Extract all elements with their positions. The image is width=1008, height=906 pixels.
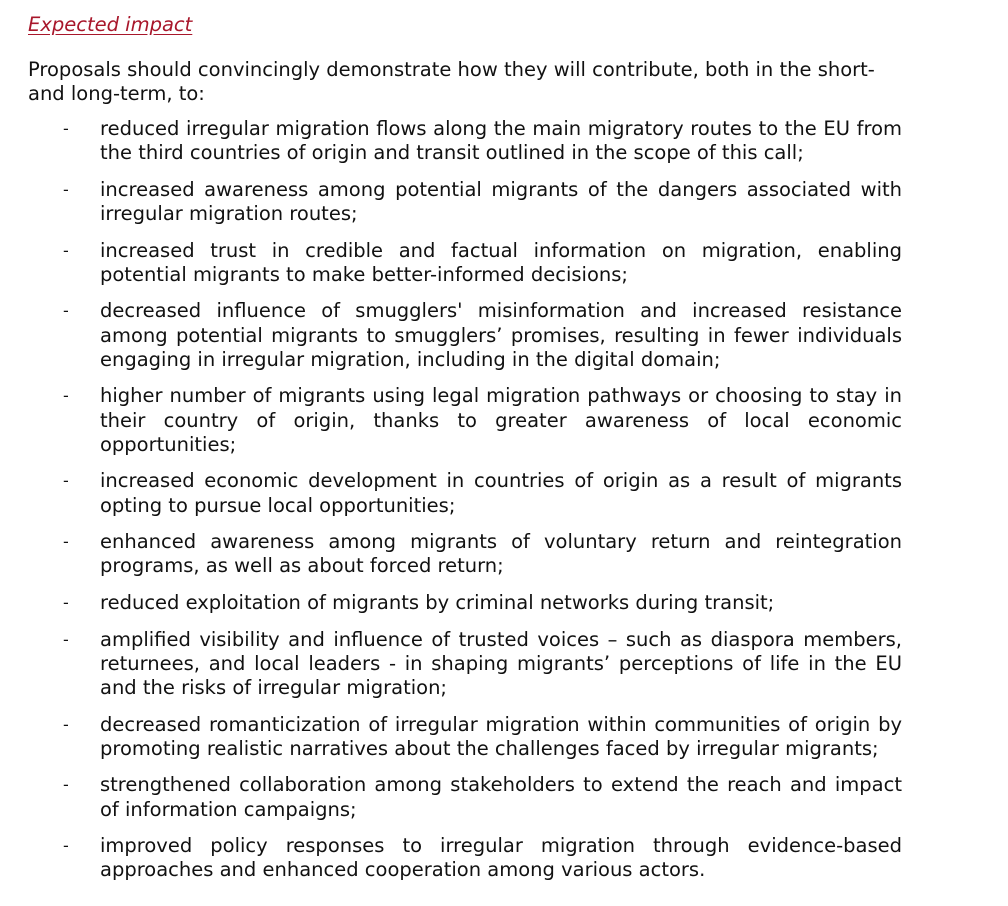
impact-text: higher number of migrants using legal migration pathways or choosing to stay in their country of origin, thanks to greater awareness of local economic opportunities; [100,384,902,456]
impact-list-item [28,469,902,517]
bullet-dash: - [63,629,69,649]
impact-text: reduced exploitation of migrants by criminal networks during transit; [100,590,775,614]
bullet-dash: - [63,592,69,612]
impact-text: decreased romanticization of irregular migration within communities of origin by promoting realistic narratives about the challenges faced by irregular migrants; [100,712,902,760]
bullet-dash: - [63,775,69,795]
impact-list-item [28,773,902,821]
bullet-dash: - [63,119,69,138]
impact-list-item [28,299,902,372]
bullet-dash: - [63,301,69,321]
impact-list-item [28,384,902,457]
impact-list-item [28,117,902,165]
impact-text: amplified visibility and influence of trusted voices – such as diaspora members, returnees, and local leaders - in shaping migrants’ perceptions of life in the EU and the risks of irregular migration; [100,627,902,699]
bullet-dash: - [63,714,69,734]
impact-text: improved policy responses to irregular migration through evidence-based approaches and enhanced cooperation among various actors. [100,834,902,882]
impact-text: reduced irregular migration flows along the main migratory routes to the EU from the third countries of origin and transit outlined in the scope of this call; [100,117,902,165]
impact-text: strengthened collaboration among stakeholders to extend the reach and impact of information campaigns; [100,773,902,821]
impact-text: increased trust in credible and factual information on migration, enabling potential migrants to make better-informed decisions; [100,238,902,286]
impact-list-item [28,178,902,226]
bullet-dash: - [63,532,69,552]
intro-paragraph: Proposals should convincingly demonstrate how they will contribute, both in the short- and long-term, to: [28,58,875,105]
impact-list-item [28,239,902,287]
expected-impact-list [28,117,902,883]
document-page [28,12,902,883]
impact-list-item [28,530,902,578]
impact-text: decreased influence of smugglers' misinformation and increased resistance among potential migrants to smugglers’ promises, resulting in fewer individuals engaging in irregular migration, including in the digital domain; [100,299,902,371]
impact-text: increased economic development in countries of origin as a result of migrants opting to pursue local opportunities; [100,469,902,517]
bullet-dash: - [63,240,69,260]
section-heading: Expected impact [28,13,193,36]
impact-list-item [28,834,902,882]
bullet-dash: - [63,471,69,491]
bullet-dash: - [63,836,69,856]
impact-list-item [28,628,902,701]
impact-list-item [28,713,902,761]
impact-list-item [28,591,902,615]
impact-text: increased awareness among potential migrants of the dangers associated with irregular migration routes; [100,177,902,225]
bullet-dash: - [63,386,69,406]
impact-text: enhanced awareness among migrants of voluntary return and reintegration programs, as well as about forced return; [100,530,902,578]
bullet-dash: - [63,179,69,199]
